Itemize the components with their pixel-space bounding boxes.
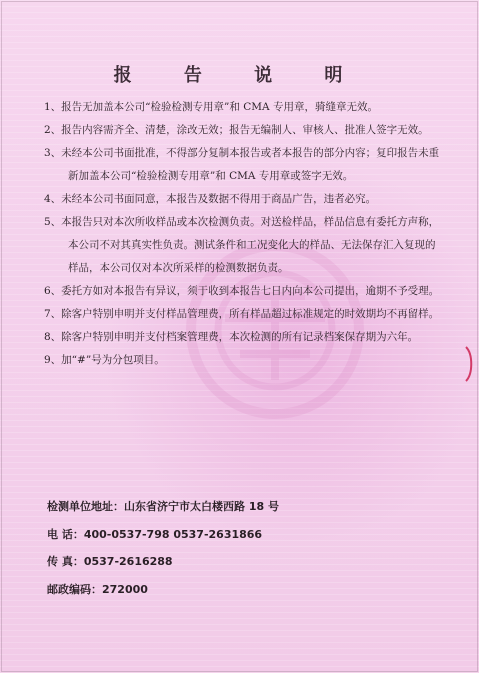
instruction-text: 1、报告无加盖本公司“检验检测专用章”和 CMA 专用章，骑缝章无效。: [44, 101, 378, 113]
instructions-list: [44, 96, 444, 372]
instruction-text: 7、除客户特别申明并支付样品管理费，所有样品超过标准规定的时效期均不再留样。: [44, 308, 440, 320]
instruction-text: 9、加“#”号为分包项目。: [44, 354, 165, 366]
instruction-item: [44, 211, 444, 280]
instruction-item: [44, 142, 444, 188]
instruction-item: [44, 303, 444, 326]
instruction-text: 5、本报告只对本次所收样品或本次检测负责。对送检样品，样品信息有委托方声称，本公司不对其真实性负责。测试条件和工况变化大的样品、无法保存汇入复现的样品，本公司仅对本次所采样的检测数据负责。: [44, 216, 440, 274]
postcode-line: 邮政编码：272000: [47, 582, 148, 596]
instruction-text: 4、未经本公司书面同意，本报告及数据不得用于商品广告，违者必究。: [44, 193, 377, 205]
instruction-text: 6、委托方如对本报告有异议，须于收到本报告七日内向本公司提出，逾期不予受理。: [44, 285, 440, 297]
instruction-item: [44, 96, 444, 119]
instruction-item: [44, 326, 444, 349]
contact-info: [47, 493, 427, 603]
seam-seal-edge: [463, 345, 477, 383]
instruction-item: [44, 280, 444, 303]
fax-line: 传 真：0537-2616288: [47, 555, 173, 568]
address-line: 检测单位地址：山东省济宁市太白楼西路 18 号: [47, 500, 279, 513]
instruction-item: [44, 349, 444, 372]
instruction-text: 8、除客户特别申明并支付档案管理费，本次检测的所有记录档案保存期为六年。: [44, 331, 419, 343]
instruction-item: [44, 119, 444, 142]
phone-line: 电 话：400-0537-798 0537-2631866: [47, 527, 263, 541]
instruction-item: [44, 188, 444, 211]
instruction-text: 2、报告内容需齐全、清楚，涂改无效；报告无编制人、审核人、批准人签字无效。: [44, 124, 429, 136]
page-title: 报 告 说 明: [113, 65, 366, 86]
instruction-text: 3、未经本公司书面批准，不得部分复制本报告或者本报告的部分内容；复印报告未重新加盖本公司“检验检测专用章”和 CMA 专用章或签字无效。: [44, 147, 440, 182]
